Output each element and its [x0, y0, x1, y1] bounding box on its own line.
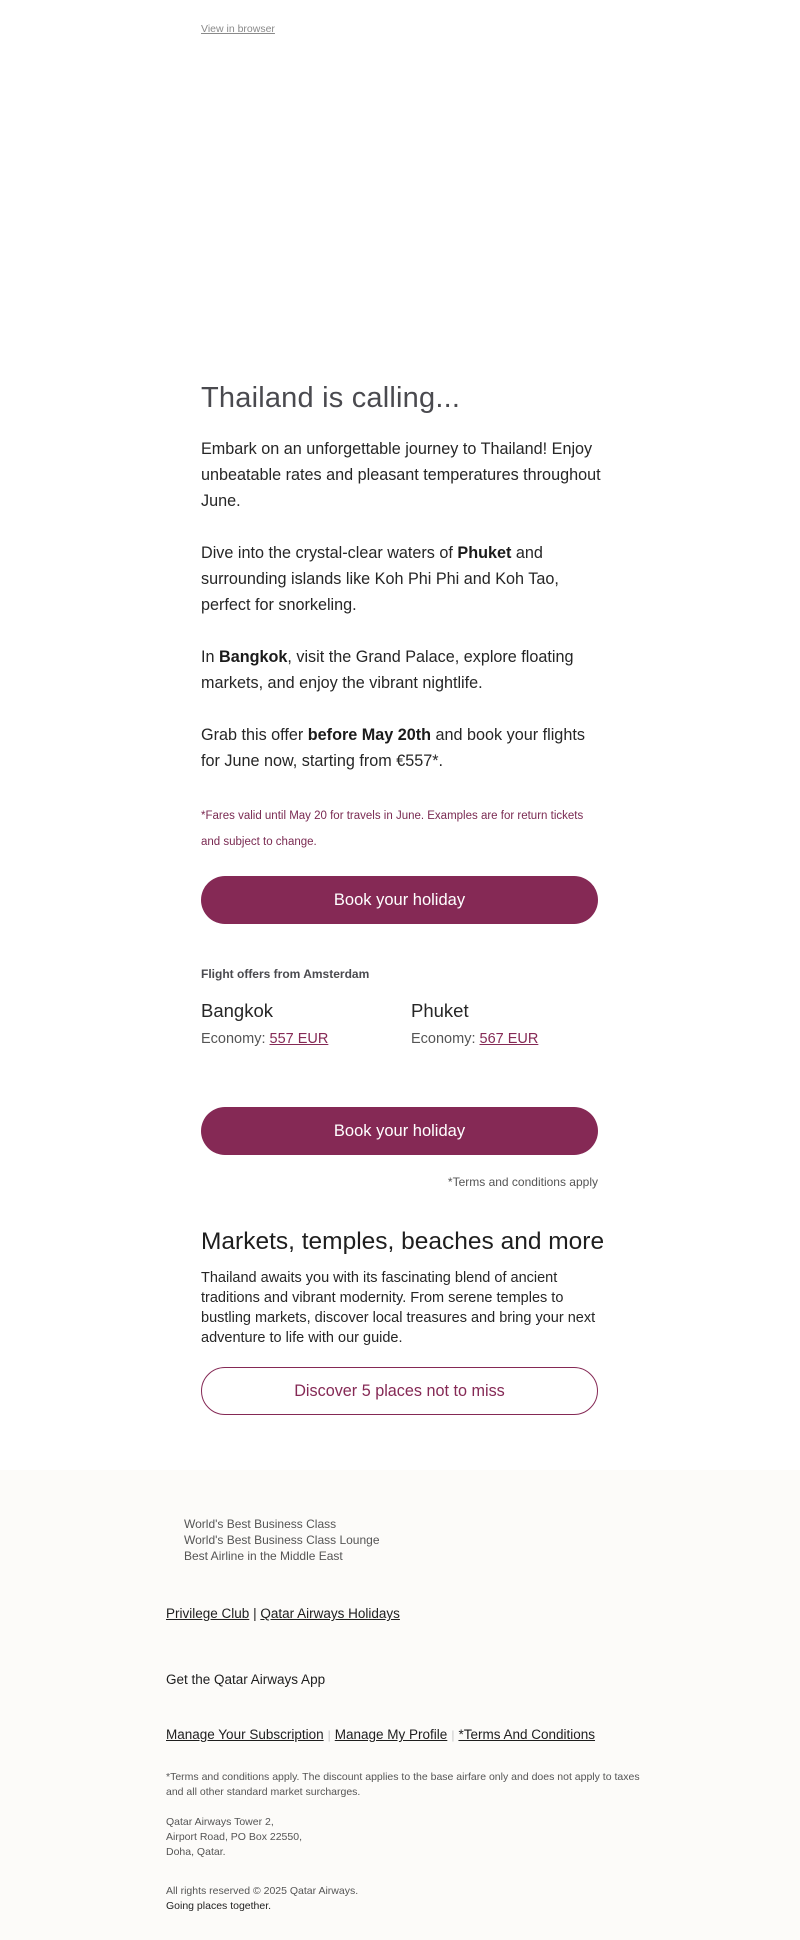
offer-phuket [411, 1000, 611, 1047]
phuket-text-post: and surrounding islands like Koh Phi Phi and Koh Tao, perfect for snorkeling. [201, 544, 559, 614]
bangkok-bold: Bangkok [219, 648, 288, 666]
address-line: Qatar Airways Tower 2, [166, 1816, 274, 1828]
copyright-text: All rights reserved © 2025 Qatar Airways. [166, 1885, 359, 1897]
link-separator: | [253, 1606, 257, 1621]
offer-class-label: Economy: [411, 1031, 480, 1047]
offer-price-link[interactable]: 557 EUR [269, 1031, 329, 1047]
terms-conditions-link[interactable]: *Terms And Conditions [458, 1727, 596, 1742]
footer-disclaimer: *Terms and conditions apply. The discount applies to the base airfare only and does not apply to taxes and all other standard market surcharges. [166, 1771, 640, 1798]
offer-price-line [201, 1031, 401, 1047]
offer-city: Phuket [411, 1000, 469, 1021]
page-title: Thailand is calling... [201, 382, 461, 414]
phuket-paragraph [201, 540, 606, 618]
bangkok-paragraph [201, 644, 606, 696]
offer-class-label: Economy: [201, 1031, 270, 1047]
phuket-bold: Phuket [457, 544, 512, 562]
markets-body: Thailand awaits you with its fascinating blend of ancient traditions and vibrant modernity. From serene temples to bustling markets, discover local treasures and bring your next adventure to life with our guide. [201, 1270, 596, 1346]
privilege-club-link[interactable]: Privilege Club [166, 1606, 250, 1621]
award-item: Best Airline in the Middle East [184, 1549, 343, 1563]
book-holiday-button-bottom[interactable]: Book your holiday [201, 1107, 598, 1155]
offers-heading: Flight offers from Amsterdam [201, 967, 370, 981]
footer-links-secondary [166, 1727, 595, 1742]
phuket-text-pre: Dive into the crystal-clear waters of [201, 544, 458, 562]
manage-profile-link[interactable]: Manage My Profile [334, 1727, 448, 1742]
footer-links-primary [166, 1606, 400, 1621]
bangkok-text-post: , visit the Grand Palace, explore floating markets, and enjoy the vibrant nightlife. [201, 648, 574, 692]
offer-city: Bangkok [201, 1000, 273, 1021]
footer [0, 1470, 800, 1940]
award-item: World's Best Business Class [184, 1517, 337, 1531]
terms-apply-note: *Terms and conditions apply [447, 1175, 598, 1189]
offer-paragraph [201, 722, 606, 774]
bangkok-text-pre: In [201, 648, 219, 666]
footer-rights [166, 1884, 358, 1914]
book-holiday-button-top[interactable]: Book your holiday [201, 876, 598, 924]
tagline: Going places together. [166, 1900, 272, 1912]
view-in-browser-link[interactable]: View in browser [201, 23, 275, 35]
offer-price-link[interactable]: 567 EUR [479, 1031, 539, 1047]
award-item: World's Best Business Class Lounge [184, 1533, 380, 1547]
offer-text-pre: Grab this offer [201, 726, 308, 744]
qatar-holidays-link[interactable]: Qatar Airways Holidays [260, 1606, 400, 1621]
link-separator: | [327, 1728, 331, 1742]
address-line: Doha, Qatar. [166, 1846, 226, 1858]
intro-paragraph: Embark on an unforgettable journey to Thailand! Enjoy unbeatable rates and pleasant temperatures throughout June. [201, 440, 601, 510]
address-line: Airport Road, PO Box 22550, [166, 1831, 302, 1843]
discover-places-button[interactable]: Discover 5 places not to miss [201, 1367, 598, 1415]
footer-address [166, 1815, 302, 1860]
awards-list [184, 1516, 380, 1564]
offer-price-line [411, 1031, 611, 1047]
link-separator: | [451, 1728, 455, 1742]
offer-deadline-bold: before May 20th [307, 726, 432, 744]
offer-text-post: and book your flights for June now, starting from €557*. [201, 726, 585, 770]
fares-note: *Fares valid until May 20 for travels in June. Examples are for return tickets and subject to change. [201, 810, 584, 848]
manage-subscription-link[interactable]: Manage Your Subscription [166, 1727, 324, 1742]
get-app-text: Get the Qatar Airways App [166, 1672, 326, 1687]
markets-title: Markets, temples, beaches and more [201, 1228, 605, 1255]
offer-bangkok [201, 1000, 401, 1047]
